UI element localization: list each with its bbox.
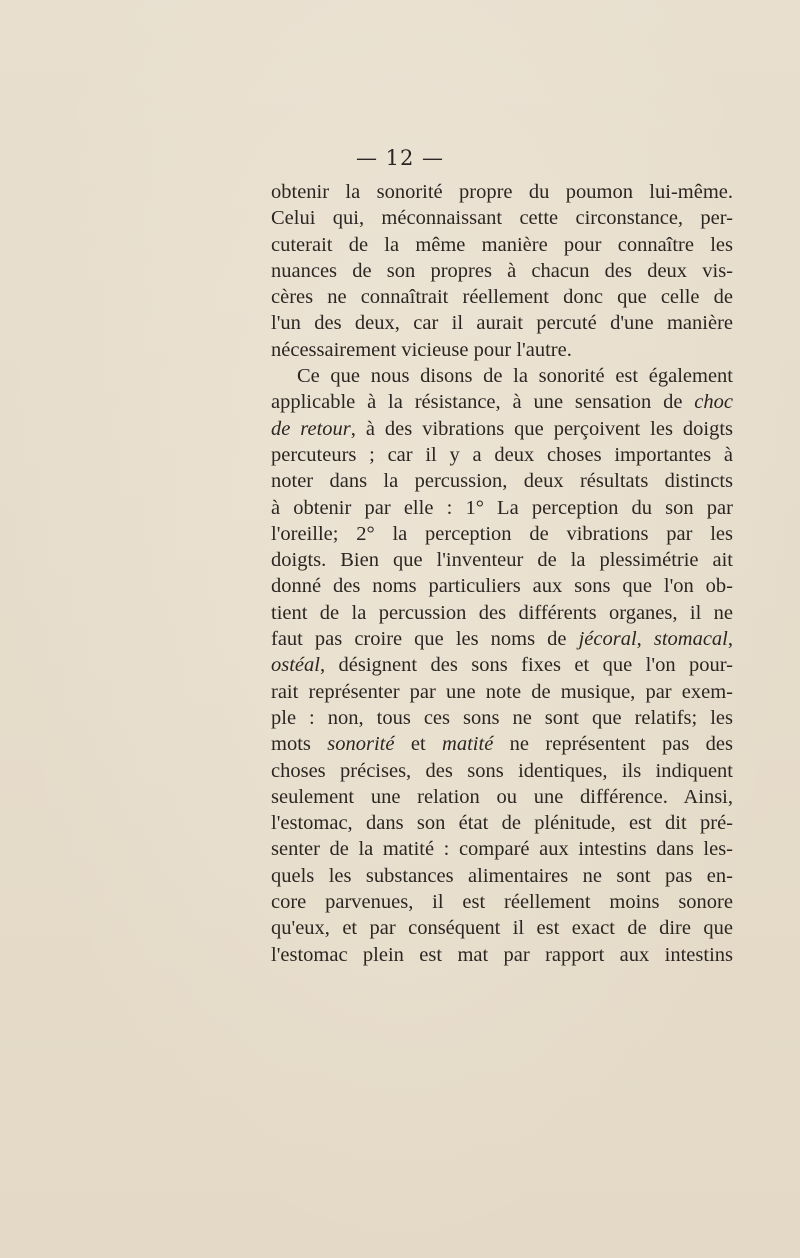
text-line [271, 442, 733, 468]
text-segment: choses précises, des sons identiques, ils indiquent [271, 759, 733, 782]
italic-term: jécoral [578, 628, 637, 651]
text-segment: Ce que nous disons de la sonorité est également [297, 365, 733, 388]
text-segment: core parvenues, il est réellement moins sonore [271, 891, 733, 914]
text-segment: obtenir la sonorité propre du poumon lui-même. [271, 181, 733, 203]
text-line [271, 758, 733, 784]
text-line [271, 915, 733, 941]
italic-term: choc [694, 391, 733, 414]
text-segment: senter de la matité : comparé aux intestins dans les- [271, 838, 733, 861]
text-segment: et [394, 733, 443, 756]
text-line [271, 284, 733, 310]
text-line [271, 416, 733, 442]
text-segment: applicable à la résistance, à une sensation de [271, 391, 695, 414]
text-segment: , [636, 628, 654, 651]
text-segment: Celui qui, méconnaissant cette circonstance, per- [271, 207, 733, 230]
text-segment: quels les substances alimentaires ne sont pas en- [271, 864, 733, 887]
text-line [271, 836, 733, 862]
text-line [271, 468, 733, 494]
text-line [271, 389, 733, 415]
text-segment: , [727, 628, 733, 651]
text-line [271, 679, 733, 705]
text-segment: doigts. Bien que l'inventeur de la plessimétrie ait [271, 549, 733, 572]
italic-term: ostéal [271, 654, 320, 677]
text-line [271, 626, 733, 652]
text-line [271, 863, 733, 889]
text-segment: percuteurs ; car il y a deux choses importantes à [271, 443, 733, 466]
text-line [271, 363, 733, 389]
text-line [271, 600, 733, 626]
text-line [271, 258, 733, 284]
italic-term: sonorité [327, 733, 395, 756]
text-segment: à obtenir par elle : 1° La perception du son par [271, 496, 733, 519]
text-segment: l'un des deux, car il aurait percuté d'une manière [271, 312, 733, 335]
text-line [271, 705, 733, 731]
text-segment: l'estomac plein est mat par rapport aux intestins [271, 943, 733, 966]
text-line [271, 652, 733, 678]
text-line [271, 573, 733, 599]
text-segment: rait représenter par une note de musique, par exem- [271, 680, 733, 703]
text-segment: , à des vibrations que perçoivent les doigts [350, 417, 733, 440]
text-line [271, 784, 733, 810]
page-number: — 12 — [355, 146, 445, 170]
text-line [271, 337, 733, 363]
text-segment: , désignent des sons fixes et que l'on pour- [319, 654, 733, 677]
italic-term: stomacal [653, 628, 728, 651]
text-segment: l'oreille; 2° la perception de vibrations par les [271, 522, 733, 545]
text-line [271, 521, 733, 547]
text-segment: donné des noms particuliers aux sons que l'on ob- [271, 575, 733, 598]
text-segment: qu'eux, et par conséquent il est exact de dire que [271, 917, 733, 940]
text-segment: seulement une relation ou une différence. Ainsi, [271, 785, 733, 808]
italic-term: matité [442, 733, 494, 756]
italic-term: de retour [271, 417, 351, 440]
text-segment: tient de la percussion des différents organes, il ne [271, 601, 733, 624]
text-line [271, 495, 733, 521]
text-line [271, 205, 733, 231]
text-segment: cuterait de la même manière pour connaître les [271, 233, 733, 256]
text-segment: faut pas croire que les noms de [271, 628, 579, 651]
text-line [271, 889, 733, 915]
text-segment: cères ne connaîtrait réellement donc que celle de [271, 286, 733, 309]
text-segment: ne représentent pas des [493, 733, 734, 756]
text-segment: mots [271, 733, 328, 756]
text-segment: noter dans la percussion, deux résultats distincts [271, 470, 733, 493]
text-segment: ple : non, tous ces sons ne sont que relatifs; les [271, 706, 733, 729]
text-line [271, 179, 733, 205]
text-line [271, 232, 733, 258]
body-text [271, 179, 733, 968]
text-segment: nuances de son propres à chacun des deux vis- [271, 259, 733, 282]
text-line [271, 547, 733, 573]
text-line [271, 810, 733, 836]
text-segment: l'estomac, dans son état de plénitude, est dit pré- [271, 812, 733, 835]
text-segment: nécessairement vicieuse pour l'autre. [271, 338, 572, 361]
text-line [271, 731, 733, 757]
text-line [271, 942, 733, 968]
text-line [271, 310, 733, 336]
